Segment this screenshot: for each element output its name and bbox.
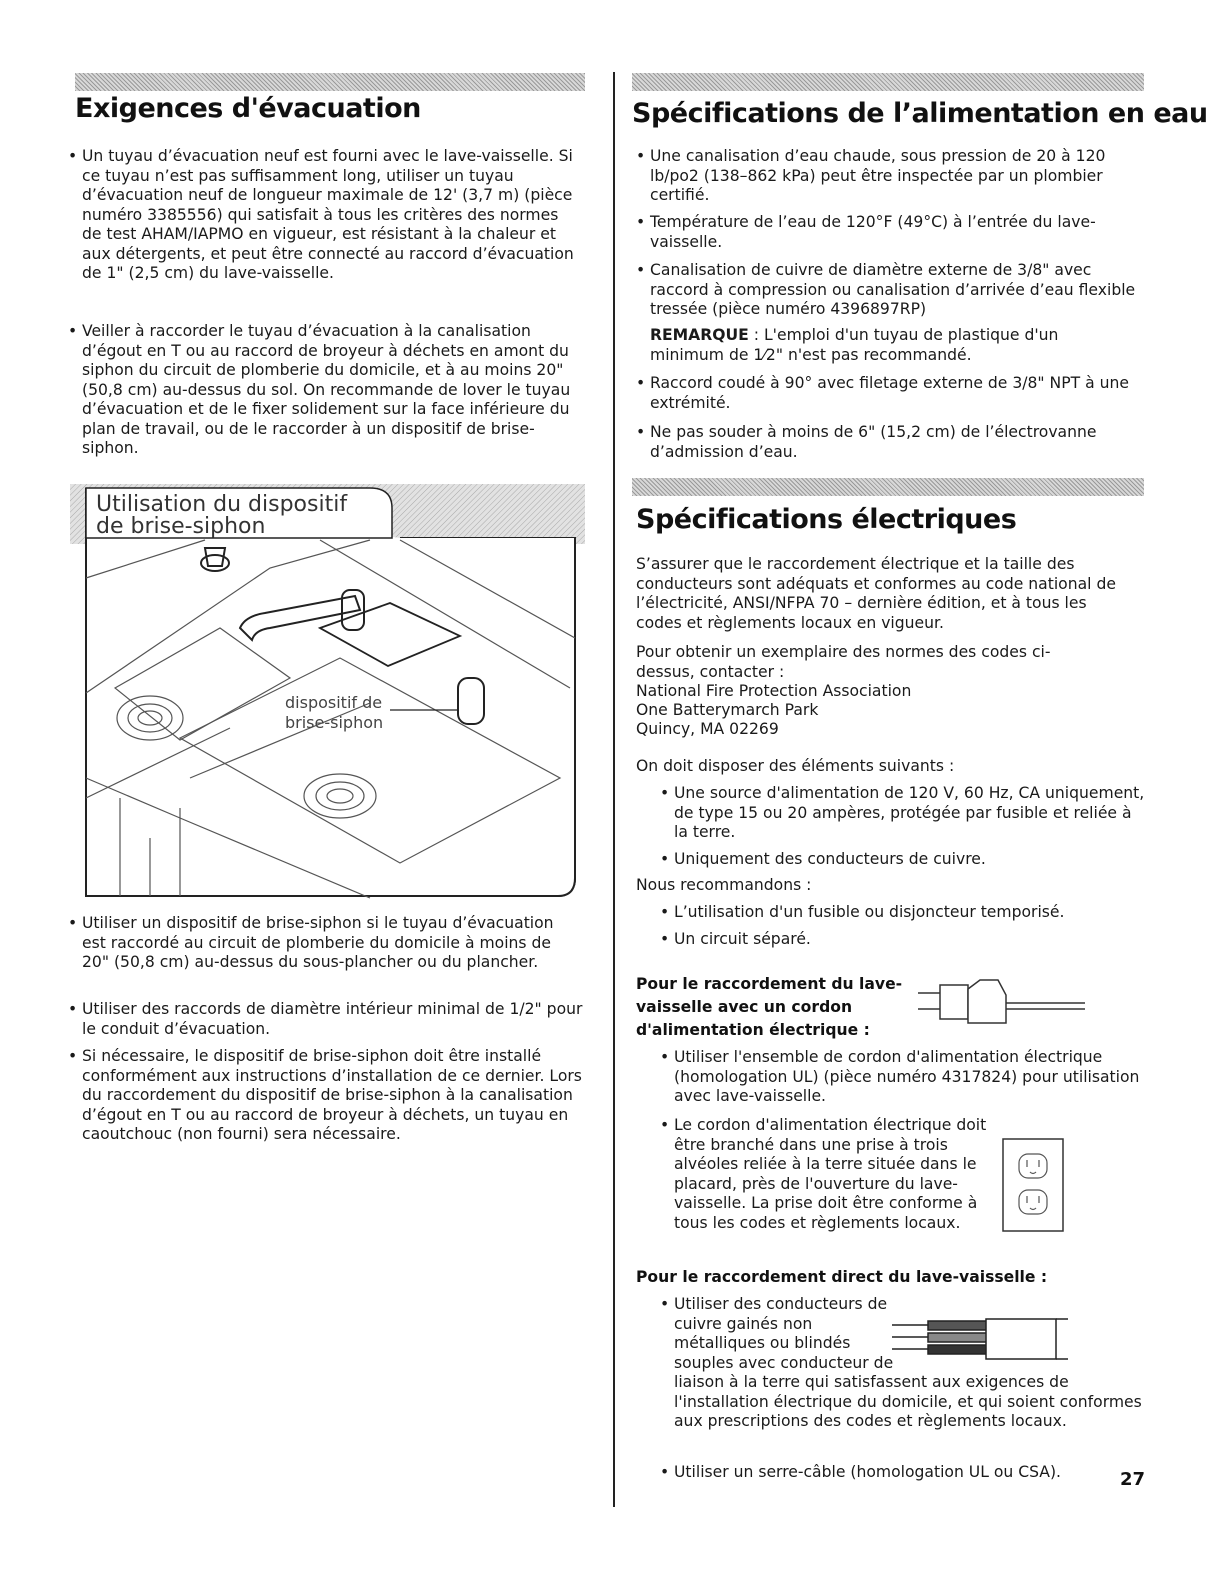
heading-electrical: Spécifications électriques — [636, 504, 1017, 535]
rec-bullet-2: • Un circuit séparé. — [660, 930, 1149, 950]
heading-water-supply: Spécifications de l’alimentation en eau — [632, 98, 1208, 129]
figure-title-line-2: de brise-siphon — [96, 514, 266, 539]
drain-bullet-5: • Si nécessaire, le dispositif de brise-siphon doit être installé conformément aux instructions d’installation de ce dernier. Lors du raccordement du dispositif de brise-siphon à la canalisation d’égout en T ou au raccord de broyeur à déchets, un tuyau en caoutchouc (non fourni) sera nécessaire. — [68, 1047, 597, 1145]
section-bar-water — [632, 73, 1144, 91]
column-divider — [613, 72, 615, 1507]
cord-bullet-1: • Utiliser l'ensemble de cordon d'alimentation électrique (homologation UL) (pièce numéro 4317824) pour utilisation avec lave-vaisselle. — [660, 1048, 1159, 1107]
note-label: REMARQUE — [650, 326, 749, 344]
direct-heading: Pour le raccordement direct du lave-vaisselle : — [636, 1268, 1048, 1286]
elec-intro: S’assurer que le raccordement électrique et la taille des conducteurs sont adéquats et conformes au code national de l’électricité, ANSI/NFPA 70 – dernière édition, et à tous les codes et règlements locaux en vigueur. — [636, 555, 1116, 632]
drain-bullet-1: • Un tuyau d’évacuation neuf est fourni avec le lave-vaisselle. Si ce tuyau n’est pas suffisamment long, utiliser un tuyau d’évacuation neuf de longueur maximale de 12' (3,7 m) (pièce numéro 3385556) qui satisfait à tous les critères des normes de test AHAM/IAPMO en vigueur, est résistant à la chaleur et aux détergents, et peut être connecté au raccord d’évacuation de 1" (2,5 cm) du lave-vaisselle. — [68, 147, 582, 284]
callout-line-2: brise-siphon — [285, 713, 384, 732]
address-line-3: Quincy, MA 02269 — [636, 720, 779, 738]
note-text: : L'emploi d'un tuyau de plastique d'un minimum de 1⁄2" n'est pas recommandé. — [650, 326, 1059, 364]
elec-obtain: Pour obtenir un exemplaire des normes des codes ci-dessus, contacter : — [636, 643, 1051, 681]
figure-title-line-1: Utilisation du dispositif — [96, 492, 348, 517]
drain-bullet-3: • Utiliser un dispositif de brise-siphon si le tuyau d’évacuation est raccordé au circuit de plomberie du domicile à moins de 20" (50,8 cm) au-dessus du sous-plancher ou du plancher. — [68, 914, 582, 973]
cord-heading-line-3: d'alimentation électrique : — [636, 1021, 870, 1039]
water-bullet-4: • Raccord coudé à 90° avec filetage externe de 3/8" NPT à une extrémité. — [636, 374, 1140, 413]
section-bar-electrical — [632, 478, 1144, 496]
elec-must-have: On doit disposer des éléments suivants : — [636, 757, 955, 775]
outlet-icon — [1002, 1138, 1064, 1232]
cord-heading-line-1: Pour le raccordement du lave- — [636, 975, 903, 993]
water-bullet-1: • Une canalisation d’eau chaude, sous pression de 20 à 120 lb/po2 (138–862 kPa) peut être inspectée par un plombier certifié. — [636, 147, 1140, 206]
water-bullet-2: • Température de l’eau de 120°F (49°C) à l’entrée du lave-vaisselle. — [636, 213, 1140, 252]
cord-heading-line-2: vaisselle avec un cordon — [636, 998, 853, 1016]
drain-bullet-2: • Veiller à raccorder le tuyau d’évacuation à la canalisation d’égout en T ou au raccord de broyeur à déchets en amont du siphon du circuit de plomberie du domicile, et à au moins 20" (50,8 cm) au-dessus du sol. On recommande de lover le tuyau d’évacuation et de le fixer solidement sur la face inférieure du plan de travail, ou de le raccorder à un dispositif de brise-siphon. — [68, 322, 582, 459]
cord-bullet-2: • Le cordon d'alimentation électrique doit être branché dans une prise à trois alvéoles reliée à la terre située dans le placard, près de l'ouverture du lave-vaisselle. La prise doit être conforme à tous les codes et règlements locaux. — [660, 1116, 999, 1233]
address-line-1: National Fire Protection Association — [636, 682, 912, 700]
direct-bullet-1: • Utiliser des conducteurs de cuivre gainés non métalliques ou blindés souples avec conducteur de liaison à la terre qui satisfassent aux exigences de l'installation électrique du domicile, et qui soient conformes aux prescriptions des codes et règlements locaux. — [660, 1295, 1144, 1432]
page-number: 27 — [1120, 1469, 1146, 1490]
elec-recommend: Nous recommandons : — [636, 876, 812, 894]
address-line-2: One Batterymarch Park — [636, 701, 819, 719]
air-gap-figure — [70, 478, 585, 905]
heading-drain-requirements: Exigences d'évacuation — [75, 93, 421, 124]
direct-bullet-2: • Utiliser un serre-câble (homologation UL ou CSA). — [660, 1463, 1149, 1483]
water-bullet-5: • Ne pas souder à moins de 6" (15,2 cm) de l’électrovanne d’admission d’eau. — [636, 423, 1140, 462]
power-cord-plug-icon — [910, 975, 1090, 1030]
rec-bullet-1: • L’utilisation d'un fusible ou disjoncteur temporisé. — [660, 903, 1149, 923]
must-bullet-2: • Uniquement des conducteurs de cuivre. — [660, 850, 1149, 870]
cable-icon — [890, 1315, 1070, 1367]
drain-bullet-4: • Utiliser des raccords de diamètre intérieur minimal de 1/2" pour le conduit d’évacuation. — [68, 1000, 592, 1039]
section-bar-drain — [75, 73, 585, 91]
water-bullet-3: • Canalisation de cuivre de diamètre externe de 3/8" avec raccord à compression ou canalisation d’arrivée d’eau flexible tressée (pièce numéro 4396897RP) — [636, 261, 1140, 320]
water-note — [650, 326, 1120, 365]
callout-line-1: dispositif de — [285, 693, 383, 712]
must-bullet-1: • Une source d'alimentation de 120 V, 60 Hz, CA uniquement, de type 15 ou 20 ampères, protégée par fusible et reliée à la terre. — [660, 784, 1149, 843]
